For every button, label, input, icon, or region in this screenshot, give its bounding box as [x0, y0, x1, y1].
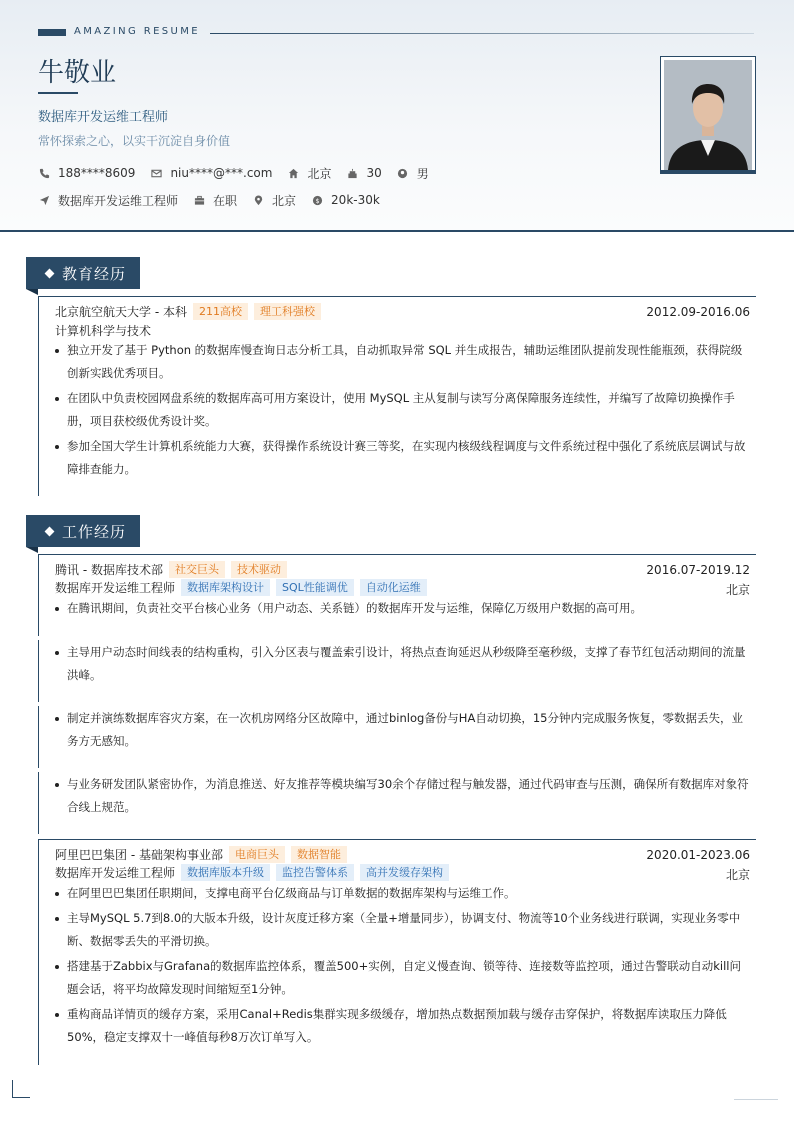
company-tag: 技术驱动 [231, 561, 287, 578]
job-company [55, 561, 287, 578]
education-date: 2012.09-2016.06 [646, 305, 750, 319]
gender-text: 男 [416, 166, 429, 181]
gender-icon [397, 167, 409, 179]
job-bullet: 主导MySQL 5.7到8.0的大版本升级，设计灰度迁移方案（全量+增量同步），协调支付、物流等10个业务线进行联调，实现业务零中断、数据零丢失的平滑切换。 [55, 907, 752, 953]
section-work-title [26, 515, 140, 547]
salary-text: 20k-30k [331, 193, 380, 207]
job-role: 数据库开发运维工程师 [55, 581, 176, 595]
skill-tag: 数据库架构设计 [181, 579, 270, 596]
education-school [55, 303, 321, 320]
diamond-icon [45, 268, 55, 278]
job-bullet: 在腾讯期间，负责社交平台核心业务（用户动态、关系链）的数据库开发与运维，保障亿万级用户数据的高可用。 [55, 597, 752, 620]
mail-icon [150, 167, 162, 179]
home-icon [287, 167, 299, 179]
job-bullet: 在阿里巴巴集团任职期间，支撑电商平台亿级商品与订单数据的数据库架构与运维工作。 [55, 882, 752, 905]
email-item [150, 166, 272, 180]
location-icon [252, 194, 264, 206]
education-left-rule [38, 296, 39, 496]
job-title: 数据库开发运维工程师 [38, 110, 169, 125]
intent-text: 数据库开发运维工程师 [58, 193, 179, 208]
job-bullet-rule [38, 706, 39, 768]
job-bullet: 与业务研发团队紧密协作，为消息推送、好友推荐等模块编写30余个存储过程与触发器，通过代码审查与压测，确保所有数据库对象符合线上规范。 [55, 773, 752, 819]
intent-item [38, 192, 178, 209]
candidate-name: 牛敬业 [38, 58, 117, 88]
school-name: 北京航空航天大学 - 本科 [55, 305, 187, 319]
skill-tag: 监控告警体系 [276, 864, 354, 881]
school-tag: 理工科强校 [254, 303, 321, 320]
company-name: 腾讯 - 数据库技术部 [55, 563, 163, 577]
info-row-2 [38, 192, 395, 208]
company-tag: 电商巨头 [229, 846, 285, 863]
company-tag: 社交巨头 [169, 561, 225, 578]
age-text: 30 [366, 166, 382, 180]
education-bullet: 参加全国大学生计算机系统能力大赛，获得操作系统设计赛三等奖，在实现内核级线程调度与文件系统过程中强化了系统底层调试与故障排查能力。 [55, 435, 752, 481]
status-text: 在职 [213, 193, 238, 208]
photo-accent-bar [660, 170, 756, 174]
gender-item [397, 165, 429, 182]
skill-tag: SQL性能调优 [276, 579, 354, 596]
email-text: niu****@***.com [170, 166, 273, 180]
school-tag: 211高校 [193, 303, 248, 320]
job-bullet-rule [38, 772, 39, 834]
job-location: 北京 [725, 583, 750, 597]
phone-item [38, 166, 135, 180]
job-bullet-rule [38, 640, 39, 702]
cake-icon [346, 167, 358, 179]
phone-text: 188****8609 [58, 166, 136, 180]
job-location: 北京 [725, 868, 750, 882]
job-role-row [55, 864, 449, 881]
job-date: 2020.01-2023.06 [646, 848, 750, 862]
phone-icon [38, 167, 50, 179]
skill-tag: 高并发缓存架构 [360, 864, 449, 881]
section-education-title [26, 257, 140, 289]
company-tag: 数据智能 [291, 846, 347, 863]
job2-top-rule [38, 839, 756, 840]
page-corner-line [734, 1099, 778, 1100]
education-bullet: 在团队中负责校园网盘系统的数据库高可用方案设计，使用 MySQL 主从复制与读写分离保障服务连续性，并编写了故障切换操作手册，项目获校级优秀设计奖。 [55, 387, 752, 433]
brand-text: AMAZING RESUME [74, 26, 200, 37]
motto: 常怀探索之心，以实干沉淀自身价值 [38, 134, 231, 148]
company-name: 阿里巴巴集团 - 基础架构事业部 [55, 848, 223, 862]
briefcase-icon [193, 194, 205, 206]
skill-tag: 数据库版本升级 [181, 864, 270, 881]
work-top-rule [38, 554, 756, 555]
salary-item [311, 193, 380, 207]
status-item [193, 192, 237, 209]
education-major: 计算机科学与技术 [55, 324, 152, 338]
resume-header [0, 0, 794, 232]
send-icon [38, 194, 50, 206]
city-item [252, 192, 296, 209]
job-bullet: 制定并演练数据库容灾方案，在一次机房网络分区故障中，通过binlog备份与HA自动切换，15分钟内完成服务恢复，零数据丢失，业务方无感知。 [55, 707, 752, 753]
job-company [55, 846, 347, 863]
page-corner-mark [12, 1080, 30, 1098]
job-bullet-rule [38, 554, 39, 636]
job-bullet: 搭建基于Zabbix与Grafana的数据库监控体系，覆盖500+实例，自定义慢查询、锁等待、连接数等监控项，通过告警联动自动kill问题会话，将平均故障发现时间缩短至1分钟。 [55, 955, 752, 1001]
brand-line [210, 33, 754, 34]
info-row-1 [38, 165, 444, 181]
job-role: 数据库开发运维工程师 [55, 866, 176, 880]
age-item [346, 166, 381, 180]
profile-photo [660, 56, 756, 174]
education-bullet: 独立开发了基于 Python 的数据库慢查询日志分析工具，自动抓取异常 SQL 并生成报告，辅助运维团队提前发现性能瓶颈，获得院级创新实践优秀项目。 [55, 339, 752, 385]
job2-left-rule [38, 839, 39, 1065]
skill-tag: 自动化运维 [360, 579, 427, 596]
svg-text:$: $ [315, 196, 320, 205]
job-role-row [55, 579, 427, 596]
home-item [287, 165, 331, 182]
section-work-label: 工作经历 [62, 522, 127, 541]
money-icon [311, 194, 323, 206]
section-education-label: 教育经历 [62, 264, 127, 283]
name-underline [38, 92, 78, 94]
job-date: 2016.07-2019.12 [646, 563, 750, 577]
diamond-icon [45, 526, 55, 536]
city-text: 北京 [272, 193, 297, 208]
job-bullet: 重构商品详情页的缓存方案，采用Canal+Redis集群实现多级缓存，增加热点数据预加载与缓存击穿保护，将数据库读取压力降低50%，稳定支撑双十一峰值每秒8万次订单写入。 [55, 1003, 752, 1049]
education-top-rule [38, 296, 756, 297]
job-bullet: 主导用户动态时间线表的结构重构，引入分区表与覆盖索引设计，将热点查询延迟从秒级降至毫秒级，支撑了春节红包活动期间的流量洪峰。 [55, 641, 752, 687]
home-text: 北京 [307, 166, 332, 181]
brand-bar [38, 29, 66, 36]
